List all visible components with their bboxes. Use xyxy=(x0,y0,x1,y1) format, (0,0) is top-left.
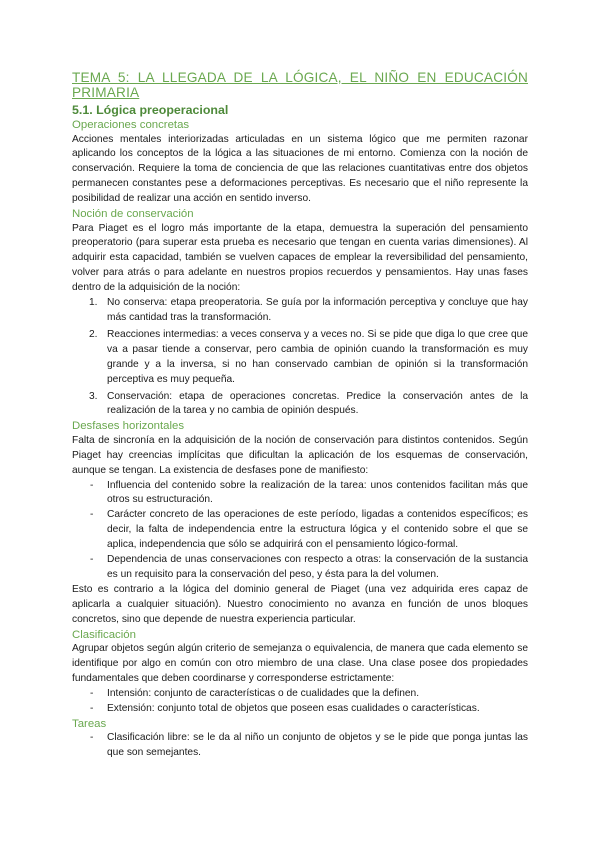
subheading-clasificacion: Clasificación xyxy=(72,628,136,641)
list-item-text: Clasificación libre: se le da al niño un conjunto de objetos y se le pide que ponga juntas las que son semejantes. xyxy=(107,732,528,759)
list-item-text: Reacciones intermedias: a veces conserva y a veces no. Si se pide que diga lo que cree que va a pasar tiende a conservar, pero cambia de opinión cuando la transformación es muy grande y a la inversa, si no han conservado cambian de opinión si la transformación perceptiva es muy pequeña. xyxy=(107,328,528,385)
list-item-text: No conserva: etapa preoperatoria. Se guía por la información perceptiva y concluye que hay más cantidad tras la transformación. xyxy=(107,297,528,323)
desfases-list xyxy=(72,479,528,583)
list-item xyxy=(72,731,528,761)
document-title: TEMA 5: LA LLEGADA DE LA LÓGICA, EL NIÑO EN EDUCACIÓN PRIMARIA xyxy=(72,70,528,100)
list-item xyxy=(72,479,528,509)
list-item xyxy=(72,296,528,326)
list-dash: - xyxy=(90,687,94,699)
list-item xyxy=(72,328,528,388)
paragraph-desfases-closing: Esto es contrario a la lógica del dominio general de Piaget (una vez adquirida eres capaz de aplicarla a cualquier situación). Nuestro conocimiento no avanza en función de unos bloques concretos, sino que depende de nuestra experiencia particular. xyxy=(72,583,528,625)
list-item xyxy=(72,687,528,702)
clasificacion-list xyxy=(72,687,528,717)
list-item-text: Dependencia de unas conservaciones con respecto a otras: la conservación de la sustancia es un requisito para la conservación del peso, y ésta para la del volumen. xyxy=(107,554,528,580)
subheading-operaciones-concretas: Operaciones concretas xyxy=(72,119,190,131)
list-number: 2. xyxy=(89,328,98,340)
list-number: 3. xyxy=(89,390,98,402)
list-item xyxy=(72,390,528,420)
list-item xyxy=(72,702,528,717)
list-item-text: Carácter concreto de las operaciones de este período, ligadas a contenidos específicos; es decir, la falta de independencia entre la estructura lógica y el contenido sobre el que se aplica, independencia que sólo se adquirirá con el pensamiento lógico-formal. xyxy=(107,509,528,551)
list-dash: - xyxy=(90,732,94,744)
section-heading: 5.1. Lógica preoperacional xyxy=(72,103,229,117)
tareas-list xyxy=(72,731,528,761)
list-item-text: Conservación: etapa de operaciones concretas. Predice la conservación antes de la realización de la tarea y no cambia de opinión después. xyxy=(107,390,528,417)
list-item xyxy=(72,553,528,583)
subheading-tareas: Tareas xyxy=(72,717,107,730)
paragraph-clasificacion: Agrupar objetos según algún criterio de semejanza o equivalencia, de manera que cada elemento se identifique por algo en común con otro miembro de una clase. Una clase posee dos propiedades fundamentales que deben coordinarse y corresponderse estrictamente: xyxy=(72,643,528,684)
list-dash: - xyxy=(90,479,94,491)
paragraph-nocion-conservacion: Para Piaget es el logro más importante de la etapa, demuestra la superación del pensamiento preoperatorio (para superar esta prueba es necesario que tengan en cuenta varias dimensiones). Al adquirir esta capacidad, también se vuelven capaces de emplear la reversibilidad del pensamiento, volver para atrás o para adelante en nuestros propios recuerdos y pensamientos. Hay unas fases dentro de la adquisición de la noción: xyxy=(72,222,528,294)
list-dash: - xyxy=(90,554,94,566)
list-item xyxy=(72,508,528,553)
list-dash: - xyxy=(90,702,94,714)
list-dash: - xyxy=(90,509,94,521)
list-number: 1. xyxy=(89,297,98,309)
paragraph-desfases-horizontales: Falta de sincronía en la adquisición de la noción de conservación para distintos contenidos. Según Piaget hay creencias implícitas que dificultan la aplicación de los esquemas de conservación, aunque se tengan. La existencia de desfases pone de manifiesto: xyxy=(72,434,528,476)
subheading-nocion-conservacion: Noción de conservación xyxy=(72,208,194,221)
paragraph-operaciones-concretas: Acciones mentales interiorizadas articuladas en un sistema lógico que me permiten razonar aplicando los conceptos de la lógica a las situaciones de mi entorno. Comienza con la noción de conservación. Requiere la toma de conciencia de que las relaciones cuantitativas entre dos objetos permanecen constantes pese a deformaciones perceptivas. Es necesario que el niño represente la posibilidad de realizar una acción en sentido inverso. xyxy=(72,133,528,205)
list-item-text: Influencia del contenido sobre la realización de la tarea: unos contenidos facilitan más que otros su estructuración. xyxy=(107,479,528,506)
list-item-text: Intensión: conjunto de características o de cualidades que la definen. xyxy=(107,687,420,699)
list-item-text: Extensión: conjunto total de objetos que poseen esas cualidades o características. xyxy=(107,702,480,714)
subheading-desfases-horizontales: Desfases horizontales xyxy=(72,420,185,433)
conservation-phases-list xyxy=(72,296,528,419)
